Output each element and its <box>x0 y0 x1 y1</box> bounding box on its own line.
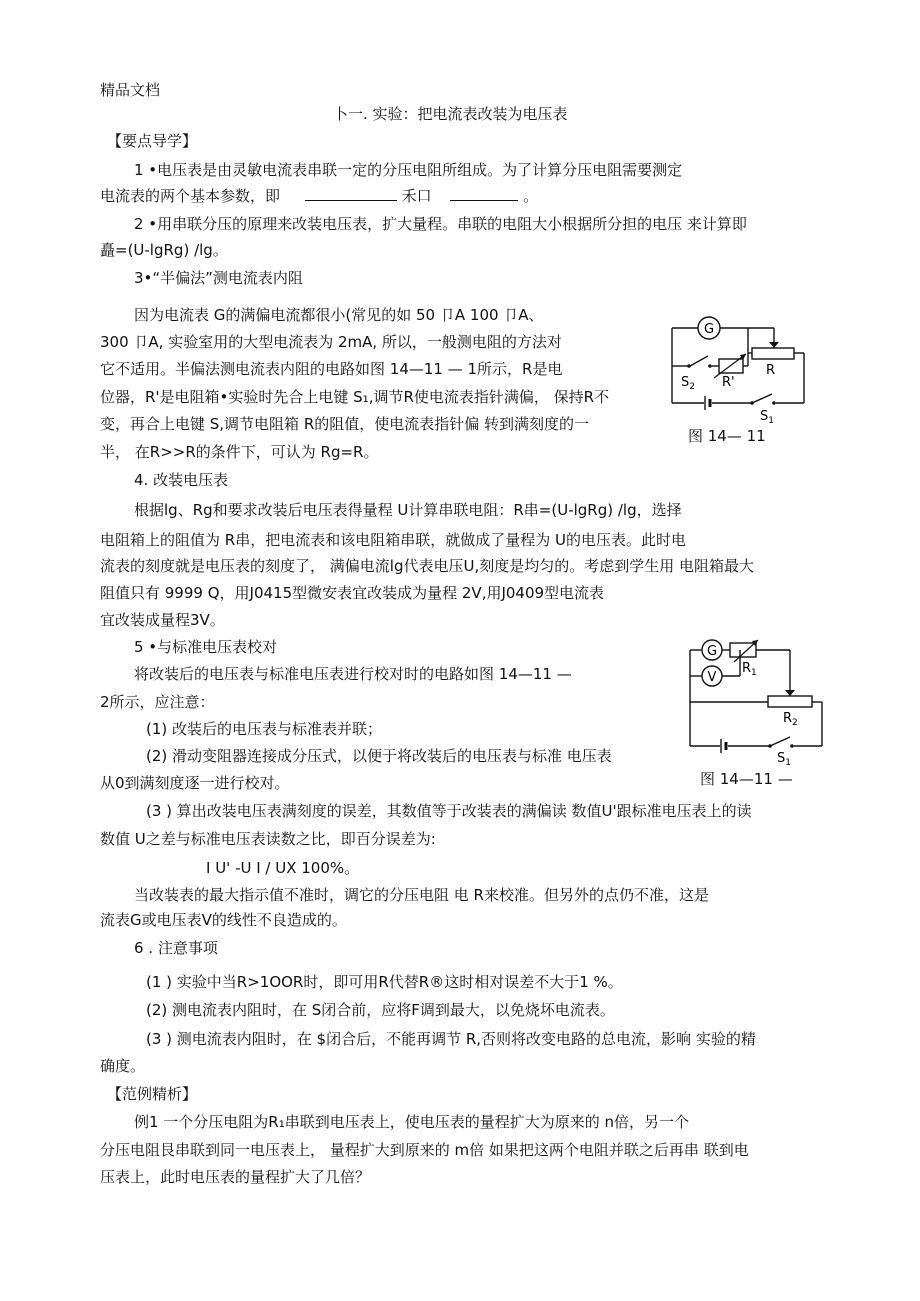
p3-line-4: 位器，R'是电阻箱•实验时先合上电键 S₁,调节R使电流表指针满偏， 保持R不 <box>100 388 610 406</box>
p4-line-3: 流表的刻度就是电压表的刻度了， 满偏电流lg代表电压U,刻度是均匀的。考虑到学生用 电阻箱最大 <box>100 557 754 575</box>
p4-heading: 4. 改装电压表 <box>134 471 229 489</box>
example-1-line-1: 例1 一个分压电阻为R₁串联到电压表上，使电压表的量程扩大为原来的 n倍，另一个 <box>134 1113 690 1131</box>
p5-item-3-cont: 数值 U之差与标准电压表读数之比，即百分误差为: <box>100 830 436 848</box>
blank-2 <box>450 186 518 201</box>
p6-item-3: (3 ) 测电流表内阻时，在 $闭合后，不能再调节 R,否则将改变电路的总电流，影响 实验的精 <box>146 1030 756 1048</box>
p4-line-5: 宜改装成量程3V。 <box>100 611 225 629</box>
p3-line-3: 它不适用。半偏法测电流表内阻的电路如图 14—11 — 1所示，R是电 <box>100 360 563 378</box>
fig1-label-s1: $S_1$ <box>760 409 774 423</box>
p5-item-1: (1) 改装后的电压表与标准表并联； <box>146 720 383 738</box>
p5b-line-1: 当改装表的最大指示值不准时，调它的分压电阻 电 R来校准。但另外的点仍不准，这是 <box>134 886 709 904</box>
p4-line-4: 阻值只有 9999 Q，用J0415型微安表宜改装成为量程 2V,用J0409型电流表 <box>100 584 605 602</box>
fig2-label-r2: $R_2$ <box>783 711 798 728</box>
p2-line-1: 2 •用串联分压的原理来改装电压表，扩大量程。串联的电阻大小根据所分担的电压 来计算即 <box>134 215 747 233</box>
p6-item-1: (1 ) 实验中当R>1OOR时，即可用R代替R®这时相对误差不大于1 %。 <box>146 973 623 991</box>
section-heading-key-points: 【要点导学】 <box>107 132 198 150</box>
p5-heading: 5 •与标准电压表校对 <box>134 638 278 656</box>
p4-line-1: 根据lg、Rg和要求改装后电压表得量程 U计算串联电阻：R串=(U-lgRg) /lg，选择 <box>134 501 682 519</box>
p5-line-1: 将改装后的电压表与标准电压表进行校对时的电路如图 14—11 — <box>134 665 572 683</box>
p5-item-2-cont: 从0到满刻度逐一进行校对。 <box>100 774 290 792</box>
p3-heading: 3•“半偏法”测电流表内阻 <box>134 269 303 287</box>
fig2-label-s1: $S_1$ <box>777 751 791 766</box>
p4-line-2: 电阻箱上的阻值为 R串，把电流表和该电阻箱串联，就做成了量程为 U的电压表。此时电 <box>100 531 686 549</box>
figure-2-caption: 图 14—11 — <box>700 770 793 788</box>
blank-1 <box>305 186 397 201</box>
p1-line-2 <box>100 186 538 206</box>
p3-line-5: 变，再合上电键 S,调节电阻箱 R的阻值，使电流表指针偏 转到满刻度的一 <box>100 415 590 433</box>
fig1-label-g: G <box>703 322 715 337</box>
p1-end: 。 <box>523 187 539 205</box>
p5-item-2: (2) 滑动变阻器连接成分压式，以便于将改装后的电压表与标准 电压表 <box>146 747 612 765</box>
figure-14-11-1-circuit <box>664 308 814 423</box>
fig2-label-r1: $R_1$ <box>742 661 757 678</box>
p1-and: 禾口 <box>401 187 432 205</box>
p2-line-2: 矗=(U-lgRg) /lg。 <box>100 241 228 259</box>
p5b-line-2: 流表G或电压表V的线性不良造成的。 <box>100 911 347 929</box>
fig1-label-rprime: R' <box>722 375 735 390</box>
example-1-line-3: 压表上，此时电压表的量程扩大了几倍？ <box>100 1168 371 1186</box>
page-title: 卜一. 实验：把电流表改装为电压表 <box>333 105 568 123</box>
fig2-label-v: V <box>707 670 717 685</box>
fig2-label-g: G <box>706 644 718 659</box>
p6-item-2: (2) 测电流表内阻时，在 S闭合前，应将F调到最大，以免烧坏电流表。 <box>146 1001 615 1019</box>
figure-14-11-2-circuit <box>680 634 830 766</box>
p3-line-6: 半， 在R>>R的条件下，可认为 Rg=R。 <box>100 443 379 461</box>
fig1-label-r: R <box>766 363 776 378</box>
error-formula: I U' -U I / UX 100%。 <box>206 859 360 877</box>
p6-heading: 6 . 注意事项 <box>134 939 218 957</box>
p3-line-2: 300 卩A, 实验室用的大型电流表为 2mA, 所以，一般测电阻的方法对 <box>100 333 562 351</box>
p6-item-3-cont: 确度。 <box>100 1057 146 1075</box>
section-heading-examples: 【范例精析】 <box>107 1085 198 1103</box>
figure-1-caption: 图 14— 11 <box>688 427 766 445</box>
fig1-label-s2: $S_2$ <box>681 375 695 392</box>
page-header: 精品文档 <box>100 81 161 99</box>
p1-text: 电流表的两个基本参数，即 <box>100 187 281 205</box>
p1-line-1: 1 •电压表是由灵敏电流表串联一定的分压电阻所组成。为了计算分压电阻需要测定 <box>134 161 683 179</box>
example-1-line-2: 分压电阻艮串联到同一电压表上， 量程扩大到原来的 m倍 如果把这两个电阻并联之后再串 联到电 <box>100 1141 749 1159</box>
p5-line-2: 2所示，应注意： <box>100 693 215 711</box>
p3-line-1: 因为电流表 G的满偏电流都很小(常见的如 50 卩A 100 卩A、 <box>134 306 544 324</box>
p5-item-3: (3 ) 算出改装电压表满刻度的误差，其数值等于改装表的满偏读 数值U'跟标准电压表上的读 <box>146 802 752 820</box>
